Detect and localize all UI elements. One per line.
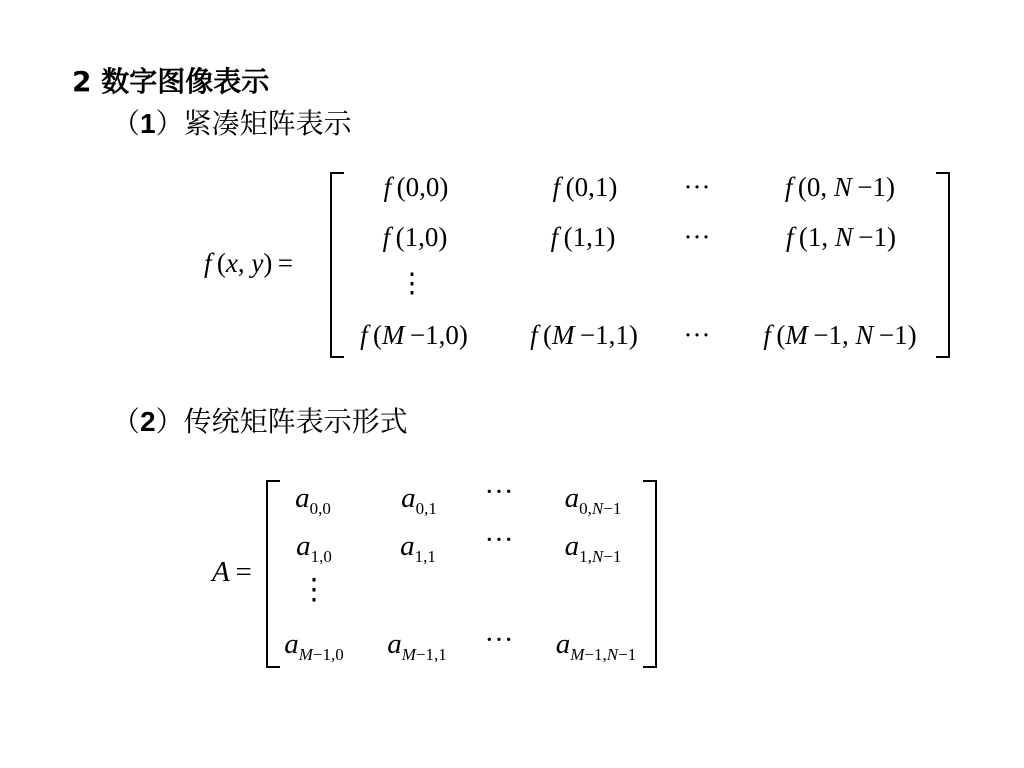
- matrix-left-bracket: [266, 480, 280, 668]
- matrix-cell: f (M −1,0): [360, 320, 468, 350]
- paren-close: ）: [155, 107, 184, 140]
- section-number: 1: [140, 108, 156, 139]
- matrix-cell-hdots: ···: [683, 320, 711, 350]
- section-label: 传统矩阵表示形式: [183, 405, 408, 438]
- matrix-cell: $a_{1,1}$: [400, 530, 436, 566]
- matrix-cell-hdots: ···: [484, 524, 514, 556]
- section-label: 紧凑矩阵表示: [183, 107, 352, 140]
- matrix-cell-vdots: ⋮: [398, 268, 426, 298]
- matrix-right-bracket: [936, 172, 950, 358]
- matrix-cell: f (M −1, N −1): [763, 320, 917, 350]
- matrix-cell: $a_{M-1,N-1}$: [555, 628, 637, 664]
- matrix-cell: $a_{1,N-1}$: [564, 530, 622, 566]
- paren-open: （: [112, 107, 141, 140]
- matrix-lhs: f (x, y) =: [204, 248, 294, 278]
- matrix-lhs: A =: [212, 556, 252, 588]
- section-2-heading: [112, 400, 408, 440]
- matrix-cell: f (M −1,1): [530, 320, 638, 350]
- matrix-cell: f (1,0): [382, 222, 448, 252]
- matrix-cell-hdots: ···: [484, 624, 514, 656]
- matrix-cell: $a_{0,0}$: [295, 482, 331, 518]
- matrix-cell: f (0, N −1): [784, 172, 896, 202]
- matrix-left-bracket: [330, 172, 344, 358]
- matrix-cell-hdots: ···: [683, 172, 711, 202]
- section-1-heading: [112, 102, 352, 142]
- page-title: 2 数字图像表示: [72, 65, 270, 98]
- matrix-cell: f (1,1): [550, 222, 616, 252]
- matrix-cell: $a_{0,1}$: [401, 482, 437, 518]
- matrix-cell: $a_{M-1,0}$: [284, 628, 344, 664]
- matrix-cell: $a_{M-1,1}$: [387, 628, 447, 664]
- section-number: 2: [140, 406, 156, 437]
- paren-close: ）: [155, 405, 184, 438]
- matrix-cell: $a_{1,0}$: [296, 530, 332, 566]
- matrix-right-bracket: [643, 480, 657, 668]
- matrix-cell: f (0,1): [552, 172, 618, 202]
- matrix-cell-hdots: ···: [683, 222, 711, 252]
- paren-open: （: [112, 405, 141, 438]
- matrix-cell: f (0,0): [383, 172, 449, 202]
- matrix-cell: f (1, N −1): [785, 222, 897, 252]
- matrix-cell-vdots: ⋮: [299, 574, 329, 606]
- matrix-cell: $a_{0,N-1}$: [564, 482, 622, 518]
- matrix-cell-hdots: ···: [484, 476, 514, 508]
